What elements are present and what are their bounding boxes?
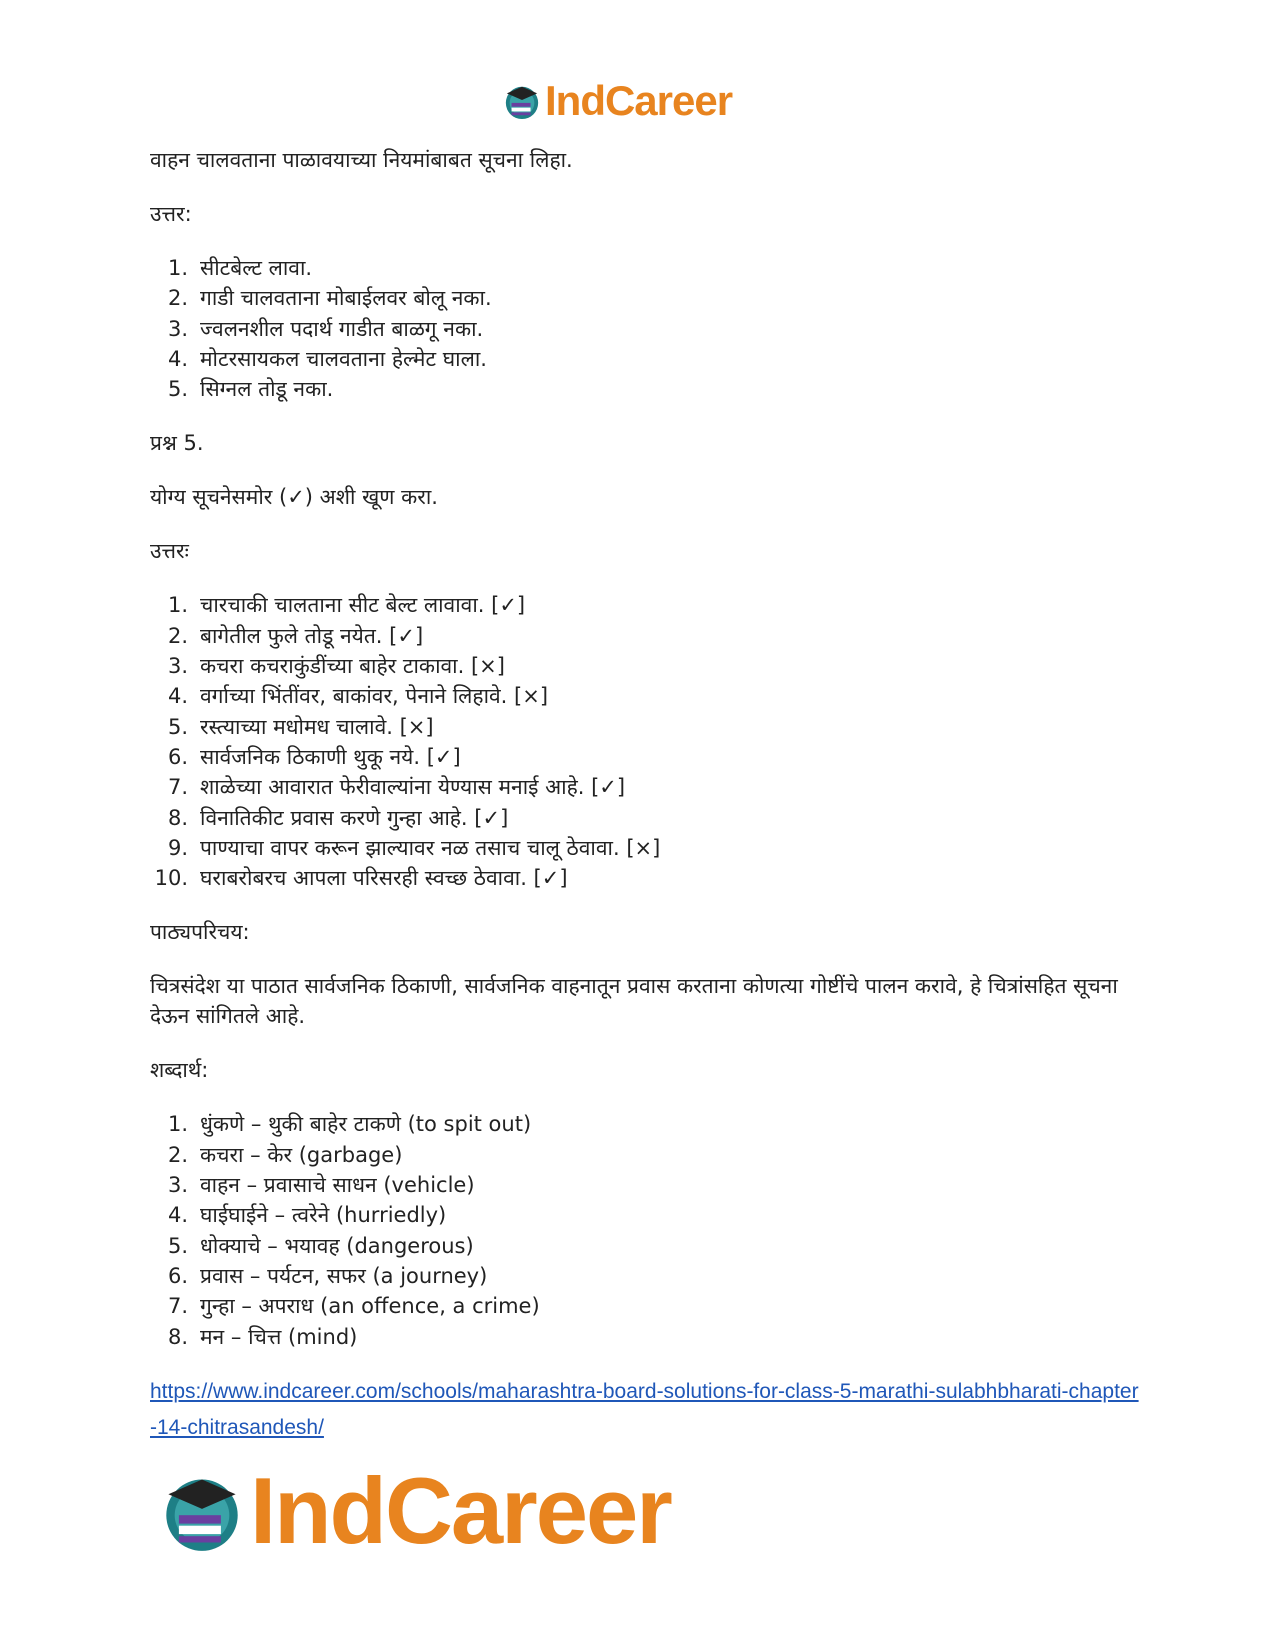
list-item: 5. रस्त्याच्या मधोमध चालावे. [×] [167,714,434,739]
list-item: 8. विनातिकीट प्रवास करणे गुन्हा आहे. [✓] [167,805,509,830]
list-item: 2. बागेतील फुले तोडू नयेत. [✓] [167,623,424,648]
logo-wordmark: IndCareer [250,1458,671,1563]
list-item: 9. पाण्याचा वापर करून झाल्यावर नळ तसाच चालू ठेवावा. [×] [167,835,661,860]
list-item: 4. घाईघाईने – त्वरेने (hurriedly) [167,1203,447,1228]
list-item: 7. शाळेच्या आवारात फेरीवाल्यांना येण्यास मनाई आहे. [✓] [167,775,626,800]
list-item: 6. प्रवास – पर्यटन, सफर (a journey) [167,1263,488,1288]
source-link[interactable]: https://www.indcareer.com/schools/maharashtra-board-solutions-for-class-5-marathi-sulabhbharati-chapter-14-chitrasandesh/ [150,1379,1139,1439]
intro-text: चित्रसंदेश या पाठात सार्वजनिक ठिकाणी, सार्वजनिक वाहनातून प्रवास करताना कोणत्या गोष्टींचे पालन करावे, हे चित्रांसहित सूचना देऊन सांगितले आहे. [150,974,1118,1029]
list-item: 6. सार्वजनिक ठिकाणी थुकू नये. [✓] [167,744,461,769]
list-item: 4. मोटरसायकल चालवताना हेल्मेट घाला. [167,346,487,371]
q4-answer-label: उत्तर: [150,202,192,226]
list-item: 5. सिग्नल तोडू नका. [167,377,334,402]
list-item: 1. धुंकणे – थुकी बाहेर टाकणे (to spit out) [167,1112,532,1137]
graduation-globe-icon [503,82,541,120]
list-item: 10. घराबरोबरच आपला परिसरही स्वच्छ ठेवावा. [✓] [154,866,568,891]
list-item: 8. मन – चित्त (mind) [167,1324,358,1349]
intro-heading: पाठ्यपरिचय: [150,920,250,945]
list-item: 3. वाहन – प्रवासाचे साधन (vehicle) [167,1173,475,1198]
list-item: 5. धोक्याचे – भयावह (dangerous) [167,1233,474,1258]
list-item: 7. गुन्हा – अपराध (an offence, a crime) [167,1294,540,1319]
list-item: 3. कचरा कचराकुंडींच्या बाहेर टाकावा. [×] [167,654,505,679]
list-item: 2. गाडी चालवताना मोबाईलवर बोलू नका. [167,286,492,311]
indcareer-logo-bottom [160,1458,671,1563]
list-item: 1. सीटबेल्ट लावा. [167,256,313,280]
document-body [150,145,1140,1446]
q5-answer-list [150,590,1140,893]
q5-heading: प्रश्न 5. [150,431,204,456]
list-item: 1. चारचाकी चालताना सीट बेल्ट लावावा. [✓] [167,593,526,618]
q4-question: वाहन चालवताना पाळावयाच्या नियमांबाबत सूचना लिहा. [150,148,573,172]
q4-answer-list [150,253,1140,404]
logo-wordmark: IndCareer [545,77,733,124]
q5-answer-label: उत्तरः [150,539,189,564]
list-item: 4. वर्गाच्या भिंतींवर, बाकांवर, पेनाने लिहावे. [×] [167,684,549,709]
list-item: 2. कचरा – केर (garbage) [167,1142,403,1167]
glossary-list [150,1109,1140,1351]
glossary-heading: शब्दार्थ: [150,1058,209,1083]
list-item: 3. ज्वलनशील पदार्थ गाडीत बाळगू नका. [167,316,484,341]
graduation-globe-icon [160,1469,244,1553]
indcareer-logo-top [503,77,733,124]
q5-question: योग्य सूचनेसमोर (✓) अशी खूण करा. [150,485,438,510]
